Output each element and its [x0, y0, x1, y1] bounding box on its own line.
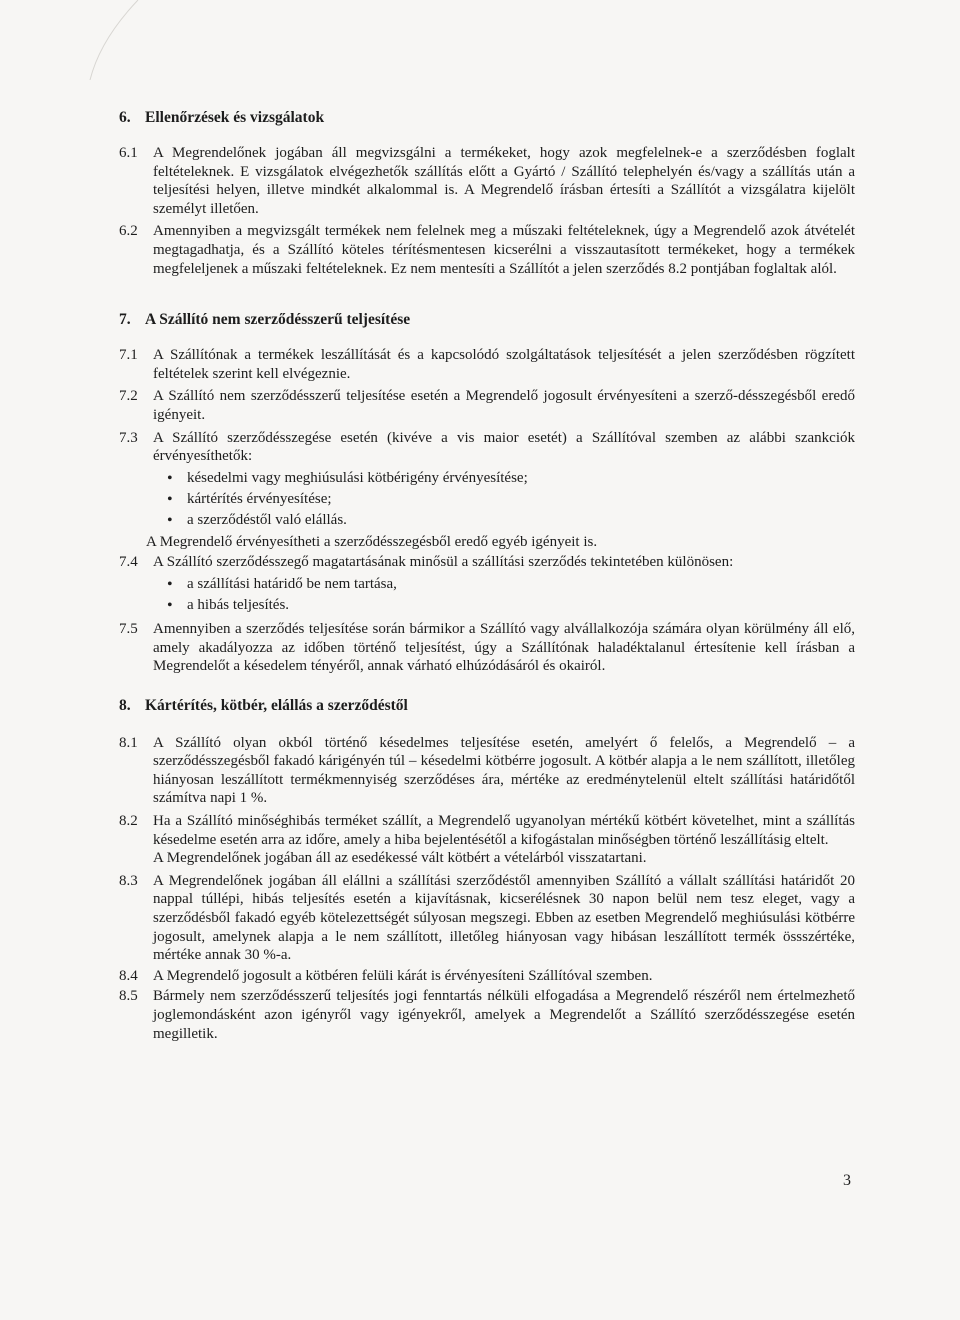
clause-6-2: 6.2 Amennyiben a megvizsgált termékek nem felelnek meg a műszaki feltételeknek, úgy a Megrendelő azok átvételét megtagadhatja, és a Szállító köteles térítésmentesen kicserélni a visszautasított termékeket, hogy a termékek megfeleljenek a műszaki feltételeknek. Ez nem mentesíti a Szállítót a jelen szerződés 8.2 pontjában foglaltak alól.	[119, 223, 855, 277]
page-number: 3	[843, 1172, 851, 1189]
clause-7-3: 7.3 A Szállító szerződésszegése esetén (kivéve a vis maior esetét) a Szállítóval szemben az alábbi szankciók érvényesíthetők:	[119, 429, 855, 465]
clause-8-4: 8.4 A Megrendelő jogosult a kötbéren felüli kárát is érvényesíteni Szállítóval szemben.	[119, 967, 653, 984]
clause-7-5: 7.5 Amennyiben a szerződés teljesítése során bármikor a Szállító vagy alvállalkozója számára olyan körülmény áll elő, amely akadályozza az időben történő teljesítést, úgy a Szállítónak haladéktalanul értesítenie kell írásban a Megrendelőt a késedelem tényéről, annak várható elhúzódásáról és okairól.	[119, 620, 855, 675]
section-heading-6: 6. Ellenőrzések és vizsgálatok	[119, 109, 325, 126]
list-item: • a hibás teljesítés.	[167, 595, 855, 616]
clause-8-3: 8.3 A Megrendelőnek jogában áll elállni a szállítási szerződéstől amennyiben Szállító a vállalt szállítási határidőt 20 nappal túllépi, hibás teljesítés esetén a kijavításnak, kicserélésnek 30 napon belül nem tesz eleget, vagy a szerződésből fakadó egyéb kötelezettségét súlyosan megszegi. Ebben az esetben Megrendelő meghiúsulási kötbérre jogosult, amelynek alapja a le nem szállított, illetőleg hiányosan vagy hibásan leszállított termék össszértéke, mértéke annak 30 %-a.	[119, 872, 855, 964]
clause-7-2: 7.2 A Szállító nem szerződésszerű teljesítése esetén a Megrendelő jogosult érvényesíteni a szerző-désszegésből eredő igényeit.	[119, 388, 855, 423]
clause-8-5: 8.5 Bármely nem szerződésszerű teljesítés jogi fenntartás nélküli elfogadása a Megrendelő részéről nem értelmezhető joglemondásként azon igényről vagy igényekről, amelyek a Megrendelőt a Szállító szerződésszegése esetén megilletik.	[119, 988, 855, 1042]
list-item: • kártérítés érvényesítése;	[167, 489, 855, 510]
document-content	[119, 108, 855, 1043]
list-item: • késedelmi vagy meghiúsulási kötbérigény érvényesítése;	[167, 468, 855, 489]
clause-8-2: 8.2 Ha a Szállító minőséghibás terméket szállít, a Megrendelő ugyanolyan mértékű kötbért követelhet, mint a szállítás késedelme esetén arra az időre, amely a hiba bejelentésétől a kifogástalan minőségben történő leszállításig eltelt. A Megrendelőnek jogában áll az esedékessé vált kötbért a vételárból visszatartani.	[119, 813, 855, 867]
clause-7-3-note: A Megrendelő érvényesítheti a szerződésszegésből eredő egyéb igényeit is.	[146, 533, 598, 550]
scan-artifact-line	[60, 0, 140, 80]
clause-7-4: 7.4 A Szállító szerződésszegő magatartásának minősül a szállítási szerződés tekintetében különösen:	[119, 554, 734, 571]
sanctions-list	[119, 468, 855, 531]
clause-8-1: 8.1 A Szállító olyan okból történő késedelmes teljesítése esetén, amelyért ő felelős, a Megrendelő – a szerződésszegésből fakadó kárigényén túl – késedelmi kötbérre jogosult. A kötbér alapja a le nem szállított, illetőleg hiányosan leszállított termékmennyiség szerződéses ára, mértéke az eredménytelenül eltelt szállítási határidőtől számítva napi 1 %.	[119, 734, 855, 807]
section-heading-7: 7. A Szállító nem szerződésszerű teljesítése	[119, 311, 411, 329]
clause-8-2-note: A Megrendelőnek jogában áll az esedékessé vált kötbért a vételárból visszatartani.	[153, 850, 647, 867]
breach-list	[119, 574, 855, 616]
list-item: • a szállítási határidő be nem tartása,	[167, 574, 855, 595]
section-heading-8: 8. Kártérítés, kötbér, elállás a szerződéstől	[119, 696, 408, 714]
clause-7-1: 7.1 A Szállítónak a termékek leszállítását és a kapcsolódó szolgáltatások teljesítését a jelen szerződésben rögzített feltételek szerint kell elvégeznie.	[119, 347, 855, 382]
list-item: • a szerződéstől való elállás.	[167, 510, 855, 531]
clause-6-1: 6.1 A Megrendelőnek jogában áll megvizsgálni a termékeket, hogy azok megfelelnek-e a szerződésben foglalt feltételeknek. E vizsgálatok elvégezhetők szállítás előtt a Gyártó / Szállító telephelyén és/vagy a szállítás után a teljesítési helyen, illetve mindkét alkalommal is. A Megrendelő írásban értesíti a Szállítót a vizsgálatra kijelölt személyt illetően.	[119, 145, 855, 217]
